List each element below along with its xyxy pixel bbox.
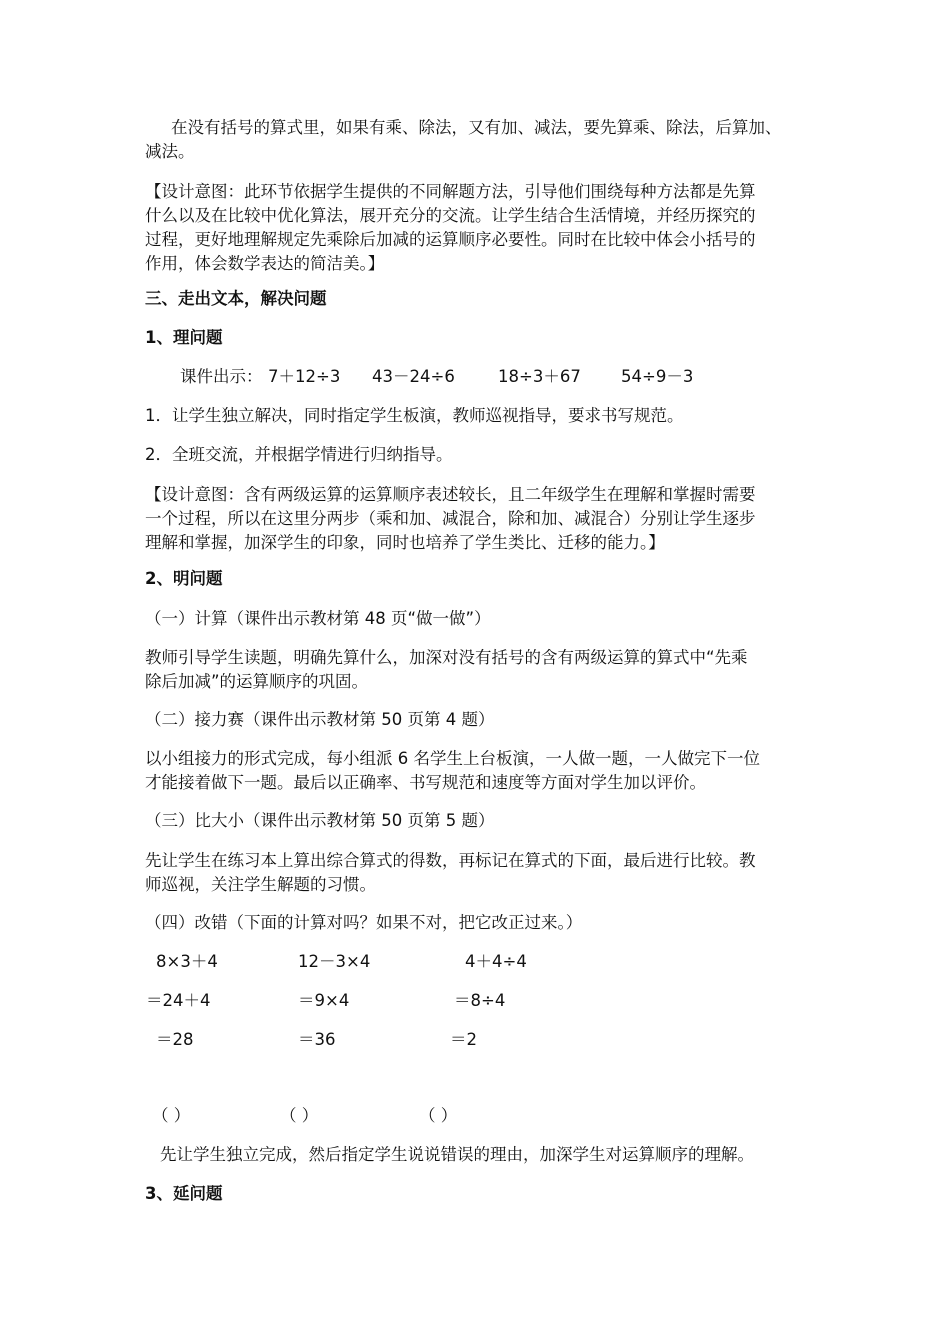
part-3-text: 先让学生在练习本上算出综合算式的得数，再标记在算式的下面，最后进行比较。教 师巡视，关注学生解题的习惯。 bbox=[145, 851, 756, 894]
calc-1-line-2: ＝24＋4 bbox=[146, 991, 211, 1010]
sub-3-heading: 3、延问题 bbox=[145, 1184, 223, 1203]
calc-3-line-1: 4＋4÷4 bbox=[465, 952, 527, 971]
section-3-heading: 三、走出文本，解决问题 bbox=[145, 289, 327, 308]
part-3-heading: （三）比大小（课件出示教材第 50 页第 5 题） bbox=[145, 811, 495, 830]
expression-1: 7＋12÷3 bbox=[268, 367, 341, 386]
expression-4: 54÷9－3 bbox=[621, 367, 694, 386]
part-1-text: 教师引导学生读题，明确先算什么，加深对没有括号的含有两级运算的算式中“先乘 除后加减”的运算顺序的巩固。 bbox=[145, 648, 748, 691]
part-2-heading: （二）接力赛（课件出示教材第 50 页第 4 题） bbox=[145, 710, 495, 729]
calc-3-line-3: ＝2 bbox=[450, 1030, 477, 1049]
answer-paren-3: （ ） bbox=[419, 1106, 458, 1125]
step-2: 2．全班交流，并根据学情进行归纳指导。 bbox=[145, 445, 453, 464]
part-2-text: 以小组接力的形式完成，每小组派 6 名学生上台板演，一人做一题，一人做完下一位 才能接着做下一题。最后以正确率、书写规范和速度等方面对学生加以评价。 bbox=[145, 749, 760, 792]
answer-paren-1: （ ） bbox=[152, 1106, 191, 1125]
part-4-text: 先让学生独立完成，然后指定学生说说错误的理由，加深学生对运算顺序的理解。 bbox=[160, 1145, 754, 1164]
expression-3: 18÷3＋67 bbox=[498, 367, 581, 386]
expression-2: 43－24÷6 bbox=[372, 367, 455, 386]
calc-1-line-3: ＝28 bbox=[156, 1030, 194, 1049]
paragraph-rule: 在没有括号的算式里，如果有乘、除法，又有加、减法，要先算乘、除法，后算加、 减法。 bbox=[145, 118, 782, 161]
part-1-heading: （一）计算（课件出示教材第 48 页“做一做”） bbox=[145, 609, 491, 628]
calc-2-line-3: ＝36 bbox=[298, 1030, 336, 1049]
calc-1-line-1: 8×3＋4 bbox=[156, 952, 218, 971]
part-4-heading: （四）改错（下面的计算对吗？如果不对，把它改正过来。） bbox=[145, 913, 583, 932]
answer-paren-2: （ ） bbox=[280, 1106, 319, 1125]
design-intent-2: 【设计意图：含有两级运算的运算顺序表述较长，且二年级学生在理解和掌握时需要 一个过程，所以在这里分两步（乘和加、减混合，除和加、减混合）分别让学生逐步 理解和掌握，加深学生的印象，同时也培养了学生类比、迁移的能力。】 bbox=[145, 485, 756, 552]
design-intent-1: 【设计意图：此环节依据学生提供的不同解题方法，引导他们围绕每种方法都是先算 什么以及在比较中优化算法，展开充分的交流。让学生结合生活情境，并经历探究的 过程，更好地理解规定先乘除后加减的运算顺序必要性。同时在比较中体会小括号的 作用，体会数学表达的简洁美。】 bbox=[145, 182, 756, 273]
sub-1-heading: 1、理问题 bbox=[145, 328, 223, 347]
calc-2-line-1: 12－3×4 bbox=[298, 952, 371, 971]
calc-3-line-2: ＝8÷4 bbox=[454, 991, 506, 1010]
courseware-label: 课件出示： bbox=[180, 367, 263, 386]
step-1: 1．让学生独立解决，同时指定学生板演，教师巡视指导，要求书写规范。 bbox=[145, 406, 684, 425]
sub-2-heading: 2、明问题 bbox=[145, 569, 223, 588]
calc-2-line-2: ＝9×4 bbox=[298, 991, 350, 1010]
